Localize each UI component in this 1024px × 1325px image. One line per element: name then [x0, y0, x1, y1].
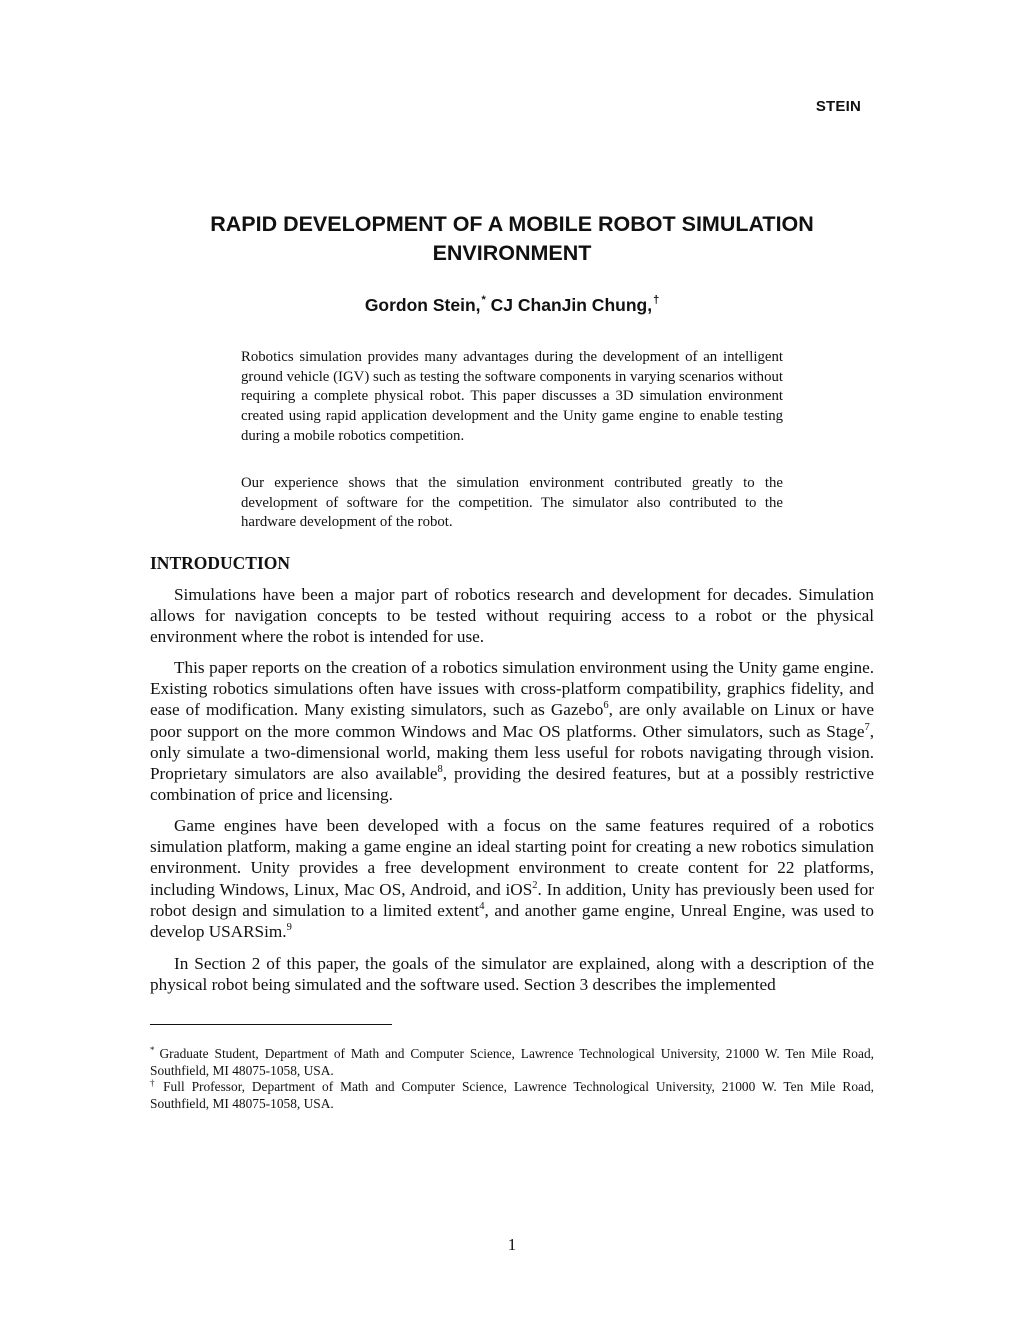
- paragraph-text: , and another game engine, Unreal Engine, was used to develop USARSim.: [150, 900, 874, 942]
- paragraph-text: , only simulate a two-dimensional world, making them less useful for robots navigating through vision. Proprietary simulators are also available: [150, 721, 874, 784]
- footnote-text: Full Professor, Department of Math and Computer Science, Lawrence Technological University, 21000 W. Ten Mile Road, Southfield, MI 48075-1058, USA.: [150, 1079, 874, 1112]
- paragraph-text: This paper reports on the creation of a robotics simulation environment using the Unity game engine. Existing robotics simulations often have issues with cross-platform compatibility, graphics fidelity, and ease of modification. Many existing simulators, such as Gazebo: [150, 658, 874, 720]
- author-name: CJ ChanJin Chung,: [490, 295, 653, 315]
- title-line-1: RAPID DEVELOPMENT OF A MOBILE ROBOT SIMULATION: [210, 212, 814, 236]
- body-paragraph: Simulations have been a major part of robotics research and development for decades. Simulation allows for navigation concepts to be tested without requiring access to a robot or the physical environment where the robot is intended for use.: [150, 585, 874, 647]
- page-number: 1: [507, 1235, 517, 1254]
- author-list: [150, 294, 874, 316]
- citation-ref: 9: [286, 922, 292, 934]
- citation-ref: 4: [479, 900, 485, 912]
- citation-ref: 2: [532, 879, 538, 891]
- footnote: [150, 1045, 874, 1079]
- paragraph-text: Game engines have been developed with a focus on the same features required of a robotics simulation platform, making a game engine an ideal starting point for creating a new robotics simulation environment. Unity provides a free development environment to create content for 22 platforms, including Windows, Linux, Mac OS, Android, and iOS: [150, 816, 874, 899]
- paragraph-text: , providing the desired features, but at a possibly restrictive combination of price and licensing.: [150, 764, 874, 805]
- author-name: Gordon Stein,: [364, 295, 481, 315]
- footnote-mark: *: [150, 1045, 155, 1055]
- footnote-text: Graduate Student, Department of Math and Computer Science, Lawrence Technological University, 21000 W. Ten Mile Road, Southfield, MI 48075-1058, USA.: [150, 1046, 874, 1079]
- author-affiliation-mark: *: [481, 294, 486, 306]
- citation-ref: 6: [603, 700, 609, 712]
- author-affiliation-mark: †: [653, 294, 660, 306]
- footnote: [150, 1078, 874, 1112]
- body-paragraph: In Section 2 of this paper, the goals of the simulator are explained, along with a description of the physical robot being simulated and the software used. Section 3 describes the implemented: [150, 954, 874, 995]
- paragraph-text: . In addition, Unity has previously been used for robot design and simulation to a limited extent: [150, 879, 874, 920]
- footnote-mark: †: [150, 1078, 159, 1088]
- abstract-paragraph: Our experience shows that the simulation environment contributed greatly to the development of software for the competition. The simulator also contributed to the hardware development of the robot.: [241, 475, 783, 531]
- paragraph-text: , are only available on Linux or have poor support on the more common Windows and Mac OS platforms. Other simulators, such as Stage: [150, 700, 874, 741]
- section-heading: INTRODUCTION: [150, 553, 291, 573]
- body-paragraph: [150, 657, 874, 805]
- abstract-paragraph: Robotics simulation provides many advantages during the development of an intelligent ground vehicle (IGV) such as testing the software components in varying scenarios without requiring a complete physical robot. This paper discusses a 3D simulation environment created using rapid application development and the Unity game engine to enable testing during a mobile robotics competition.: [241, 349, 783, 444]
- running-head: STEIN: [815, 98, 861, 115]
- title-line-2: ENVIRONMENT: [432, 241, 592, 265]
- citation-ref: 7: [864, 721, 870, 733]
- footnote-divider: [150, 1024, 392, 1025]
- body-paragraph: [150, 815, 874, 942]
- paper-title: [150, 210, 874, 268]
- citation-ref: 8: [437, 764, 443, 776]
